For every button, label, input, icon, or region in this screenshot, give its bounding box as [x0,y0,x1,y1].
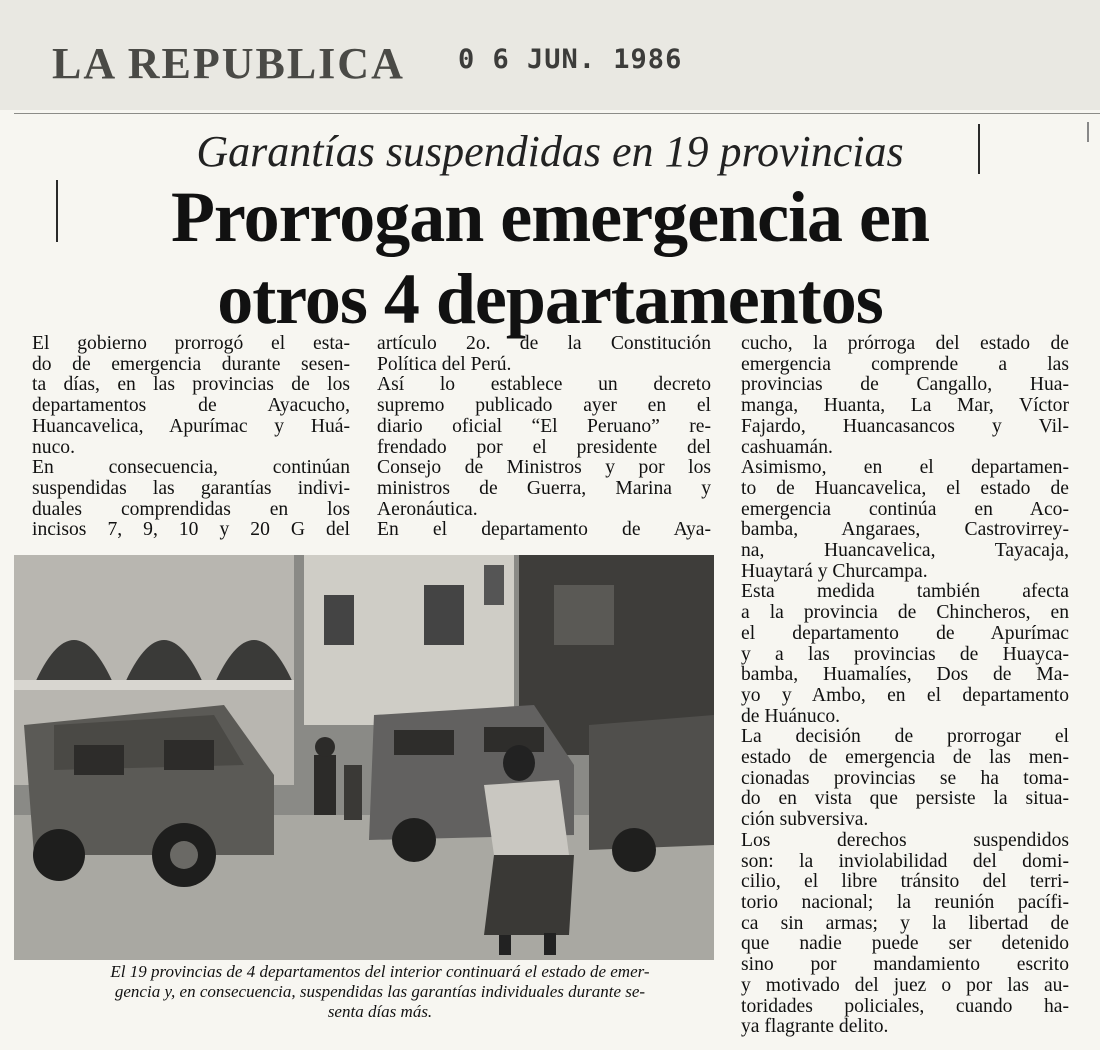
article-text-line: manga, Huanta, La Mar, Víctor [741,395,1069,417]
article-text-line: estado de emergencia de las men- [741,747,1069,769]
article-text-line: En consecuencia, continúan [32,457,350,479]
article-column-1 [32,334,350,541]
article-text-line: provincias de Cangallo, Hua- [741,374,1069,396]
article-text-line: y a las provincias de Huayca- [741,643,1069,665]
article-text-line: incisos 7, 9, 10 y 20 G del [32,519,350,541]
article-text-line: emergencia comprende a las [741,353,1069,375]
article-text-line: bamba, Huamalíes, Dos de Ma- [741,664,1069,686]
caption-line: senta días más. [327,1002,433,1021]
article-text-line: ministros de Guerra, Marina y [377,477,711,499]
article-text-line: Fajardo, Huancasancos y Vil- [741,415,1069,437]
article-text-line: Así lo establece un decreto [377,374,711,396]
article-text-line: ya flagrante delito. [741,1016,889,1038]
photo-caption [40,962,720,1022]
article-text-line: Política del Perú. [377,353,512,375]
article-text-line: el departamento de Apurímac [741,622,1069,644]
article-text-line: artículo 2o. de la Constitución [377,333,711,354]
article-text-line: que nadie puede ser detenido [741,933,1069,955]
article-text-line: frendado por el presidente del [377,436,711,458]
article-text-line: ta días, en las provincias de los [32,374,350,396]
article-text-line: ca sin armas; y la libertad de [741,912,1069,934]
article-text-line: duales comprendidas en los [32,498,350,520]
article-text-line: cashuamán. [741,436,833,458]
article-text-line: cionadas provincias se ha toma- [741,767,1069,789]
article-text-line: La decisión de prorrogar el [741,726,1069,748]
article-text-line: to de Huancavelica, el estado de [741,477,1069,499]
article-text-line: emergencia continúa en Aco- [741,498,1069,520]
article-text-line: y motivado del juez o por las au- [741,974,1069,996]
date-stamp: 0 6 JUN. 1986 [458,44,683,75]
kicker-headline: Garantías suspendidas en 19 provincias [196,127,904,176]
caption-line: gencia y, en consecuencia, suspendidas las garantías individuales durante se- [114,982,646,1001]
article-text-line: Aeronáutica. [377,498,478,520]
article-text-line: toridades policiales, cuando ha- [741,995,1069,1017]
main-headline-line2: otros 4 departamentos [217,259,883,339]
article-text-line: En el departamento de Aya- [377,519,711,541]
news-photo [14,555,714,960]
article-text-line: torio nacional; la reunión pacífi- [741,891,1069,913]
main-headline-line1: Prorrogan emergencia en [170,177,930,257]
article-column-2 [377,334,711,541]
top-rule [14,113,1100,114]
article-text-line: do de emergencia durante sesen- [32,353,350,375]
article-text-line: Los derechos suspendidos [741,829,1069,851]
article-text-line: bamba, Angaraes, Castrovirrey- [741,519,1069,541]
article-text-line: Esta medida también afecta [741,581,1069,603]
article-text-line: Consejo de Ministros y por los [377,457,711,479]
newspaper-masthead: LA REPUBLICA [52,39,405,88]
article-text-line: na, Huancavelica, Tayacaja, [741,540,1069,562]
article-text-line: cucho, la prórroga del estado de [741,333,1069,354]
article-text-line: ción subversiva. [741,809,869,831]
article-text-line: cilio, el libre tránsito del terri- [741,871,1069,893]
article-text-line: departamentos de Ayacucho, [32,395,350,417]
article-text-line: suspendidas las garantías indivi- [32,477,350,499]
article-text-line: Asimismo, en el departamen- [741,457,1069,479]
article-column-3 [741,334,1069,1038]
article-text-line: diario oficial “El Peruano” re- [377,415,711,437]
armored-vehicles-street-scene [14,555,714,960]
article-text-line: supremo publicado ayer en el [377,395,711,417]
article-text-line: Huaytará y Churcampa. [741,560,928,582]
article-text-line: nuco. [32,436,75,458]
article-text-line: yo y Ambo, en el departamento [741,684,1069,706]
article-text-line: de Huánuco. [741,705,841,727]
article-text-line: do en vista que persiste la situa- [741,788,1069,810]
article-text-line: sino por mandamiento escrito [741,954,1069,976]
article-text-line: Huancavelica, Apurímac y Huá- [32,415,350,437]
article-text-line: a la provincia de Chincheros, en [741,602,1069,624]
article-text-line: son: la inviolabilidad del domi- [741,850,1069,872]
article-text-line: El gobierno prorrogó el esta- [32,333,350,354]
caption-line: El 19 provincias de 4 departamentos del interior continuará el estado de emer- [110,962,650,981]
